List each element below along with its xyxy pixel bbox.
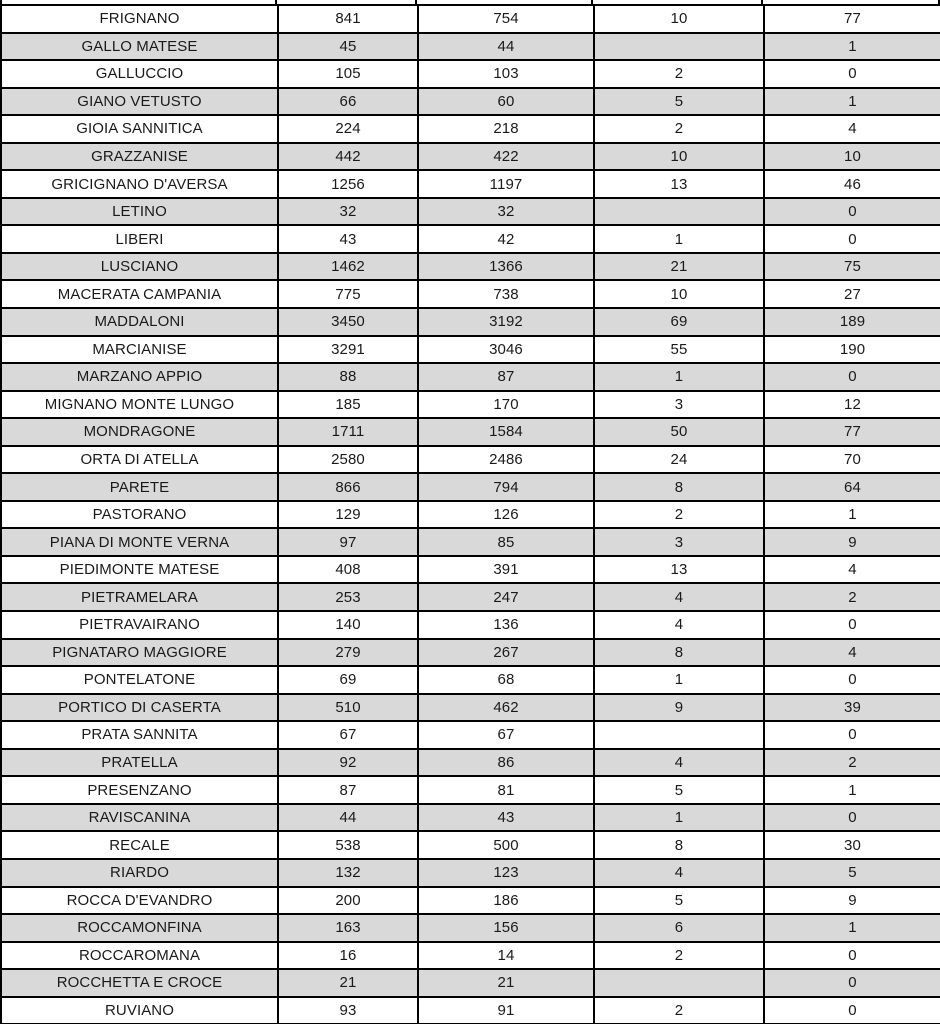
value-cell: 422 xyxy=(418,143,594,171)
municipality-name-cell: MONDRAGONE xyxy=(1,418,278,446)
value-cell: 14 xyxy=(418,942,594,970)
value-cell: 93 xyxy=(278,997,418,1024)
value-cell: 64 xyxy=(764,473,940,501)
value-cell: 55 xyxy=(594,336,764,364)
value-cell: 9 xyxy=(764,528,940,556)
municipality-name-cell: LUSCIANO xyxy=(1,253,278,281)
table-row xyxy=(1,88,940,116)
table-row xyxy=(1,501,940,529)
value-cell: 2 xyxy=(764,749,940,777)
value-cell: 123 xyxy=(418,859,594,887)
value-cell: 1197 xyxy=(418,170,594,198)
value-cell: 21 xyxy=(278,969,418,997)
municipality-name-cell: RUVIANO xyxy=(1,997,278,1024)
value-cell: 2580 xyxy=(278,446,418,474)
value-cell: 126 xyxy=(418,501,594,529)
value-cell: 2 xyxy=(594,942,764,970)
value-cell: 170 xyxy=(418,391,594,419)
municipality-name-cell: MARZANO APPIO xyxy=(1,363,278,391)
value-cell: 44 xyxy=(418,33,594,61)
value-cell: 129 xyxy=(278,501,418,529)
value-cell: 0 xyxy=(764,666,940,694)
value-cell: 4 xyxy=(764,115,940,143)
table-row xyxy=(1,446,940,474)
value-cell: 92 xyxy=(278,749,418,777)
value-cell: 12 xyxy=(764,391,940,419)
value-cell: 4 xyxy=(594,583,764,611)
municipality-name-cell: ORTA DI ATELLA xyxy=(1,446,278,474)
value-cell: 500 xyxy=(418,831,594,859)
value-cell: 218 xyxy=(418,115,594,143)
table-row xyxy=(1,969,940,997)
value-cell xyxy=(594,721,764,749)
value-cell: 13 xyxy=(594,556,764,584)
value-cell xyxy=(594,33,764,61)
table-row xyxy=(1,225,940,253)
value-cell: 190 xyxy=(764,336,940,364)
municipality-name-cell: PASTORANO xyxy=(1,501,278,529)
value-cell: 91 xyxy=(418,997,594,1024)
value-cell: 200 xyxy=(278,887,418,915)
municipality-name-cell: GRICIGNANO D'AVERSA xyxy=(1,170,278,198)
value-cell: 50 xyxy=(594,418,764,446)
value-cell: 0 xyxy=(764,721,940,749)
value-cell: 10 xyxy=(764,143,940,171)
table-row xyxy=(1,115,940,143)
value-cell: 69 xyxy=(278,666,418,694)
value-cell: 3 xyxy=(594,528,764,556)
table-row xyxy=(1,473,940,501)
municipality-name-cell: PIETRAMELARA xyxy=(1,583,278,611)
value-cell: 442 xyxy=(278,143,418,171)
value-cell: 10 xyxy=(594,280,764,308)
municipality-name-cell: GALLO MATESE xyxy=(1,33,278,61)
value-cell: 1256 xyxy=(278,170,418,198)
value-cell: 4 xyxy=(764,556,940,584)
value-cell: 156 xyxy=(418,914,594,942)
value-cell: 1 xyxy=(764,88,940,116)
municipality-name-cell: PARETE xyxy=(1,473,278,501)
table-row xyxy=(1,363,940,391)
table-row xyxy=(1,143,940,171)
table-row xyxy=(1,887,940,915)
value-cell: 77 xyxy=(764,418,940,446)
value-cell: 224 xyxy=(278,115,418,143)
value-cell: 189 xyxy=(764,308,940,336)
value-cell: 0 xyxy=(764,198,940,226)
cutoff-cell xyxy=(417,0,593,4)
value-cell xyxy=(594,198,764,226)
value-cell: 81 xyxy=(418,776,594,804)
value-cell: 8 xyxy=(594,473,764,501)
value-cell: 2 xyxy=(764,583,940,611)
value-cell: 1 xyxy=(764,914,940,942)
value-cell: 3192 xyxy=(418,308,594,336)
value-cell: 5 xyxy=(764,859,940,887)
value-cell: 0 xyxy=(764,804,940,832)
value-cell: 13 xyxy=(594,170,764,198)
value-cell: 32 xyxy=(278,198,418,226)
value-cell: 6 xyxy=(594,914,764,942)
value-cell: 408 xyxy=(278,556,418,584)
value-cell: 67 xyxy=(278,721,418,749)
municipality-table xyxy=(0,4,940,1024)
value-cell: 3291 xyxy=(278,336,418,364)
municipality-name-cell: PRATELLA xyxy=(1,749,278,777)
value-cell: 8 xyxy=(594,831,764,859)
cutoff-cell xyxy=(0,0,277,4)
value-cell: 391 xyxy=(418,556,594,584)
value-cell: 21 xyxy=(594,253,764,281)
value-cell: 1 xyxy=(764,33,940,61)
municipality-name-cell: RAVISCANINA xyxy=(1,804,278,832)
municipality-name-cell: RECALE xyxy=(1,831,278,859)
municipality-name-cell: ROCCHETTA E CROCE xyxy=(1,969,278,997)
table-cutoff-row xyxy=(0,0,940,4)
value-cell: 3 xyxy=(594,391,764,419)
value-cell: 88 xyxy=(278,363,418,391)
value-cell: 775 xyxy=(278,280,418,308)
value-cell: 1 xyxy=(594,363,764,391)
municipality-name-cell: PORTICO DI CASERTA xyxy=(1,694,278,722)
value-cell: 21 xyxy=(418,969,594,997)
municipality-name-cell: RIARDO xyxy=(1,859,278,887)
value-cell: 39 xyxy=(764,694,940,722)
table-row xyxy=(1,170,940,198)
value-cell: 5 xyxy=(594,887,764,915)
table-row xyxy=(1,776,940,804)
value-cell: 5 xyxy=(594,776,764,804)
value-cell: 69 xyxy=(594,308,764,336)
municipality-name-cell: PIETRAVAIRANO xyxy=(1,611,278,639)
value-cell: 30 xyxy=(764,831,940,859)
value-cell: 85 xyxy=(418,528,594,556)
value-cell: 754 xyxy=(418,5,594,33)
value-cell: 67 xyxy=(418,721,594,749)
value-cell: 1462 xyxy=(278,253,418,281)
value-cell: 1711 xyxy=(278,418,418,446)
value-cell: 462 xyxy=(418,694,594,722)
value-cell: 8 xyxy=(594,639,764,667)
value-cell: 87 xyxy=(418,363,594,391)
value-cell: 70 xyxy=(764,446,940,474)
value-cell: 75 xyxy=(764,253,940,281)
table-row xyxy=(1,528,940,556)
table-row xyxy=(1,997,940,1024)
value-cell: 2 xyxy=(594,60,764,88)
value-cell: 0 xyxy=(764,60,940,88)
municipality-table-body xyxy=(1,5,940,1024)
value-cell: 97 xyxy=(278,528,418,556)
value-cell: 185 xyxy=(278,391,418,419)
table-row xyxy=(1,583,940,611)
value-cell: 186 xyxy=(418,887,594,915)
municipality-name-cell: GIANO VETUSTO xyxy=(1,88,278,116)
value-cell: 132 xyxy=(278,859,418,887)
value-cell: 4 xyxy=(764,639,940,667)
value-cell: 4 xyxy=(594,611,764,639)
municipality-name-cell: GIOIA SANNITICA xyxy=(1,115,278,143)
value-cell: 1 xyxy=(594,666,764,694)
table-row xyxy=(1,914,940,942)
value-cell: 279 xyxy=(278,639,418,667)
table-row xyxy=(1,639,940,667)
value-cell: 3046 xyxy=(418,336,594,364)
value-cell: 0 xyxy=(764,997,940,1024)
table-row xyxy=(1,859,940,887)
municipality-name-cell: ROCCAMONFINA xyxy=(1,914,278,942)
value-cell: 10 xyxy=(594,143,764,171)
cutoff-cell xyxy=(763,0,940,4)
value-cell: 66 xyxy=(278,88,418,116)
municipality-name-cell: PIGNATARO MAGGIORE xyxy=(1,639,278,667)
value-cell xyxy=(594,969,764,997)
table-row xyxy=(1,253,940,281)
municipality-name-cell: GRAZZANISE xyxy=(1,143,278,171)
municipality-name-cell: MIGNANO MONTE LUNGO xyxy=(1,391,278,419)
table-row xyxy=(1,60,940,88)
value-cell: 247 xyxy=(418,583,594,611)
value-cell: 10 xyxy=(594,5,764,33)
municipality-name-cell: PIEDIMONTE MATESE xyxy=(1,556,278,584)
value-cell: 68 xyxy=(418,666,594,694)
value-cell: 5 xyxy=(594,88,764,116)
value-cell: 32 xyxy=(418,198,594,226)
value-cell: 42 xyxy=(418,225,594,253)
value-cell: 77 xyxy=(764,5,940,33)
value-cell: 27 xyxy=(764,280,940,308)
value-cell: 1 xyxy=(764,501,940,529)
municipality-name-cell: MADDALONI xyxy=(1,308,278,336)
municipality-name-cell: PIANA DI MONTE VERNA xyxy=(1,528,278,556)
value-cell: 103 xyxy=(418,60,594,88)
value-cell: 140 xyxy=(278,611,418,639)
table-row xyxy=(1,33,940,61)
municipality-name-cell: PONTELATONE xyxy=(1,666,278,694)
value-cell: 45 xyxy=(278,33,418,61)
municipality-name-cell: MARCIANISE xyxy=(1,336,278,364)
table-row xyxy=(1,721,940,749)
value-cell: 4 xyxy=(594,859,764,887)
table-row xyxy=(1,804,940,832)
municipality-name-cell: PRATA SANNITA xyxy=(1,721,278,749)
value-cell: 60 xyxy=(418,88,594,116)
value-cell: 510 xyxy=(278,694,418,722)
value-cell: 44 xyxy=(278,804,418,832)
table-row xyxy=(1,694,940,722)
value-cell: 2 xyxy=(594,997,764,1024)
value-cell: 794 xyxy=(418,473,594,501)
value-cell: 46 xyxy=(764,170,940,198)
table-row xyxy=(1,5,940,33)
table-row xyxy=(1,666,940,694)
value-cell: 2486 xyxy=(418,446,594,474)
value-cell: 2 xyxy=(594,501,764,529)
value-cell: 1 xyxy=(594,225,764,253)
value-cell: 87 xyxy=(278,776,418,804)
table-row xyxy=(1,942,940,970)
municipality-name-cell: PRESENZANO xyxy=(1,776,278,804)
table-row xyxy=(1,280,940,308)
value-cell: 866 xyxy=(278,473,418,501)
cutoff-cell xyxy=(593,0,763,4)
municipality-name-cell: FRIGNANO xyxy=(1,5,278,33)
value-cell: 0 xyxy=(764,225,940,253)
municipality-name-cell: LETINO xyxy=(1,198,278,226)
value-cell: 1584 xyxy=(418,418,594,446)
table-row xyxy=(1,611,940,639)
value-cell: 1 xyxy=(594,804,764,832)
municipality-name-cell: LIBERI xyxy=(1,225,278,253)
table-row xyxy=(1,336,940,364)
value-cell: 2 xyxy=(594,115,764,143)
value-cell: 105 xyxy=(278,60,418,88)
value-cell: 1366 xyxy=(418,253,594,281)
value-cell: 43 xyxy=(418,804,594,832)
value-cell: 136 xyxy=(418,611,594,639)
table-row xyxy=(1,391,940,419)
value-cell: 9 xyxy=(594,694,764,722)
value-cell: 3450 xyxy=(278,308,418,336)
value-cell: 253 xyxy=(278,583,418,611)
value-cell: 0 xyxy=(764,969,940,997)
value-cell: 163 xyxy=(278,914,418,942)
value-cell: 16 xyxy=(278,942,418,970)
municipality-name-cell: MACERATA CAMPANIA xyxy=(1,280,278,308)
municipality-name-cell: ROCCA D'EVANDRO xyxy=(1,887,278,915)
table-row xyxy=(1,749,940,777)
table-row xyxy=(1,556,940,584)
municipality-name-cell: ROCCAROMANA xyxy=(1,942,278,970)
value-cell: 738 xyxy=(418,280,594,308)
table-row xyxy=(1,308,940,336)
value-cell: 1 xyxy=(764,776,940,804)
table-row xyxy=(1,831,940,859)
value-cell: 4 xyxy=(594,749,764,777)
value-cell: 0 xyxy=(764,942,940,970)
value-cell: 86 xyxy=(418,749,594,777)
value-cell: 0 xyxy=(764,611,940,639)
value-cell: 0 xyxy=(764,363,940,391)
value-cell: 9 xyxy=(764,887,940,915)
value-cell: 841 xyxy=(278,5,418,33)
value-cell: 24 xyxy=(594,446,764,474)
municipality-name-cell: GALLUCCIO xyxy=(1,60,278,88)
table-row xyxy=(1,418,940,446)
cutoff-cell xyxy=(277,0,417,4)
value-cell: 43 xyxy=(278,225,418,253)
value-cell: 267 xyxy=(418,639,594,667)
value-cell: 538 xyxy=(278,831,418,859)
table-row xyxy=(1,198,940,226)
